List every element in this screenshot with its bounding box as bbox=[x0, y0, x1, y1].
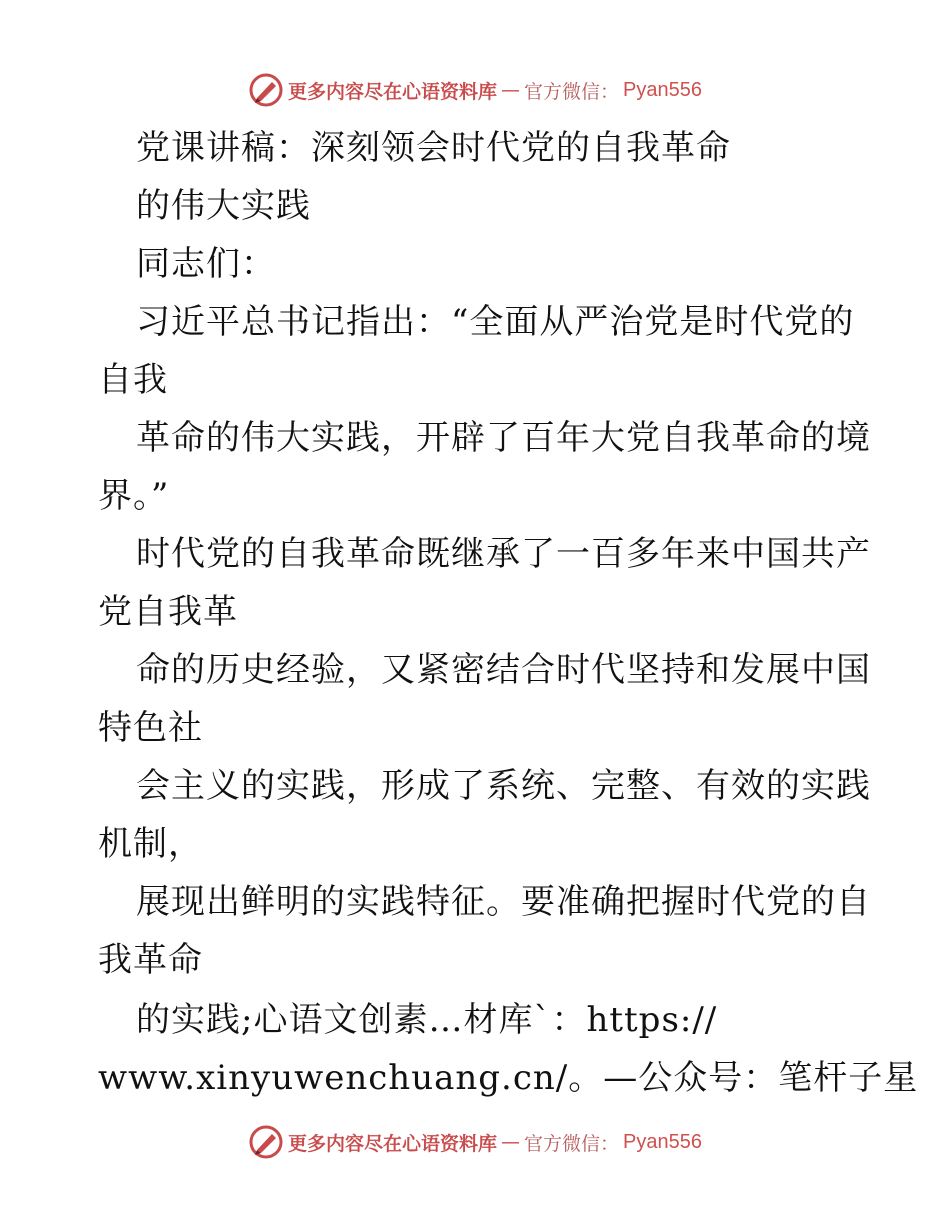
salutation: 同志们： bbox=[136, 244, 276, 284]
pen-logo-icon bbox=[248, 72, 284, 108]
banner-separator: — bbox=[501, 79, 521, 101]
text-line: 自我 bbox=[98, 360, 168, 400]
text-line: 机制， bbox=[98, 824, 203, 864]
text-line: 我革命 bbox=[98, 940, 203, 980]
banner-separator: — bbox=[501, 1131, 521, 1153]
wechat-id: Pyan556 bbox=[623, 1130, 702, 1153]
text-line: 党自我革 bbox=[98, 592, 238, 632]
doc-title-line-1: 党课讲稿：深刻领会时代党的自我革命 bbox=[136, 128, 731, 168]
banner-slogan: 更多内容尽在心语资料库 bbox=[288, 1132, 498, 1155]
text-line: 界。” bbox=[98, 476, 170, 516]
doc-title-line-2: 的伟大实践 bbox=[136, 186, 311, 226]
wechat-label: 官方微信： bbox=[524, 1132, 620, 1155]
text-line: 的实践;心语文创素…材库`：https:// bbox=[136, 1000, 718, 1040]
text-line: 时代党的自我革命既继承了一百多年来中国共产 bbox=[136, 534, 871, 574]
footer-banner bbox=[0, 1124, 950, 1160]
text-line: 特色社 bbox=[98, 708, 203, 748]
wechat-id: Pyan556 bbox=[623, 78, 702, 101]
banner-slogan: 更多内容尽在心语资料库 bbox=[288, 80, 498, 103]
text-line: 习近平总书记指出：“全面从严治党是时代党的 bbox=[136, 302, 855, 342]
text-line: 命的历史经验，又紧密结合时代坚持和发展中国 bbox=[136, 650, 871, 690]
wechat-label: 官方微信： bbox=[524, 80, 620, 103]
header-banner bbox=[0, 72, 950, 108]
text-line-url: www.xinyuwenchuang.cn/。—公众号：笔杆子星 bbox=[98, 1058, 919, 1098]
text-line: 展现出鲜明的实践特征。要准确把握时代党的自 bbox=[136, 882, 871, 922]
text-line: 革命的伟大实践，开辟了百年大党自我革命的境 bbox=[136, 418, 871, 458]
pen-logo-icon bbox=[248, 1124, 284, 1160]
text-line: 会主义的实践，形成了系统、完整、有效的实践 bbox=[136, 766, 871, 806]
